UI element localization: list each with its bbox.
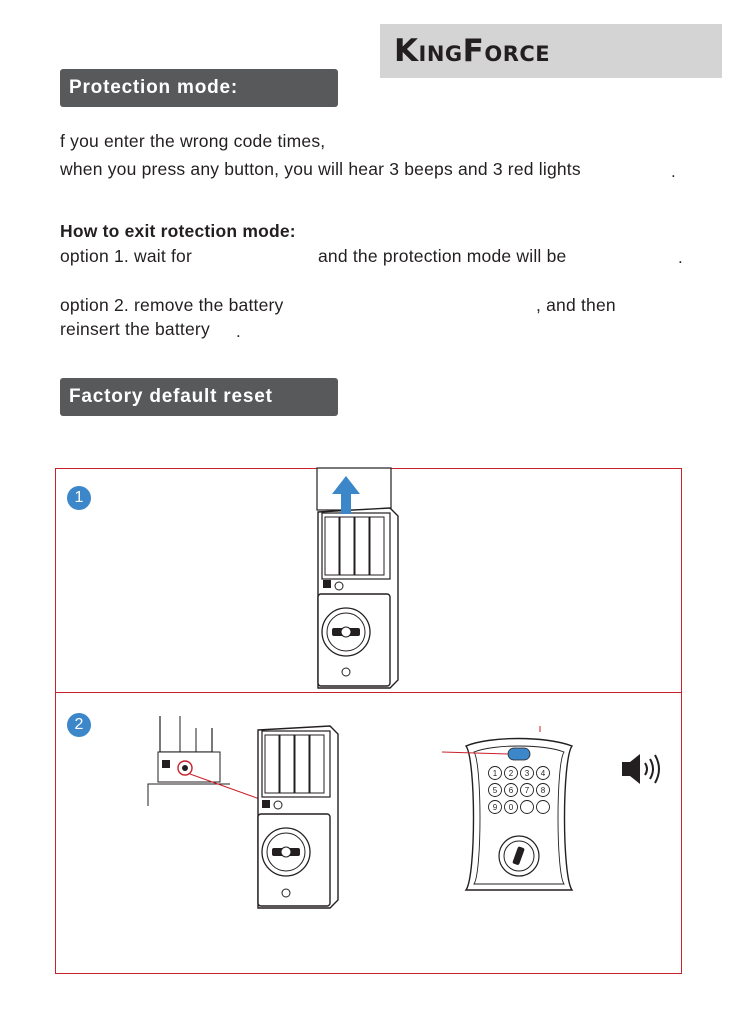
keypad-key-label: 7 (524, 786, 530, 795)
option-1-period: . (678, 248, 683, 267)
protection-line-1: f you enter the wrong code times, (60, 131, 326, 151)
keypad-key (521, 784, 534, 797)
factory-reset-label: Factory default reset (60, 378, 338, 416)
option-2-middle: , and then (536, 295, 616, 315)
keypad-key (537, 784, 550, 797)
protection-mode-label: Protection mode: (60, 69, 338, 107)
option-2-end: reinsert the battery (60, 319, 210, 339)
keypad-key (505, 767, 518, 780)
keypad-key-label: 0 (508, 803, 514, 812)
keypad-key-label: 8 (540, 786, 546, 795)
option-2-start: option 2. remove the battery (60, 295, 284, 315)
keypad-illustration (440, 726, 575, 896)
option-1-middle: and the protection mode will be (318, 246, 567, 266)
keypad-key (489, 767, 502, 780)
option-1-start: option 1. wait for (60, 246, 193, 266)
keypad-key (537, 767, 550, 780)
keypad-key (537, 801, 550, 814)
option-2-period: . (236, 322, 241, 341)
keypad-key (505, 801, 518, 814)
brand-header (380, 24, 722, 78)
exit-heading: How to exit rotection mode: (60, 221, 296, 241)
protection-line-2: when you press any button, you will hear 3 beeps and 3 red lights (60, 159, 581, 179)
keypad-key-label: 4 (540, 769, 546, 778)
keypad-key-label: 3 (524, 769, 530, 778)
brand-logo: KINGFORCE (394, 33, 551, 69)
keypad-key-label: 2 (508, 769, 514, 778)
keypad-key-label: 6 (508, 786, 514, 795)
step-2-badge: 2 (67, 713, 91, 737)
keypad-key (489, 801, 502, 814)
step-divider (56, 692, 681, 693)
keypad-key (505, 784, 518, 797)
step-1-badge: 1 (67, 486, 91, 510)
keypad-key-label: 9 (492, 803, 498, 812)
keypad-key-label: 5 (492, 786, 498, 795)
step-2-lock-illustration (250, 724, 340, 914)
speaker-icon (620, 752, 660, 786)
keypad-key (521, 801, 534, 814)
keypad-key (489, 784, 502, 797)
up-arrow-icon (330, 474, 362, 516)
keypad-key (521, 767, 534, 780)
protection-line-2-period: . (671, 162, 676, 181)
keypad-key-label: 1 (492, 769, 498, 778)
